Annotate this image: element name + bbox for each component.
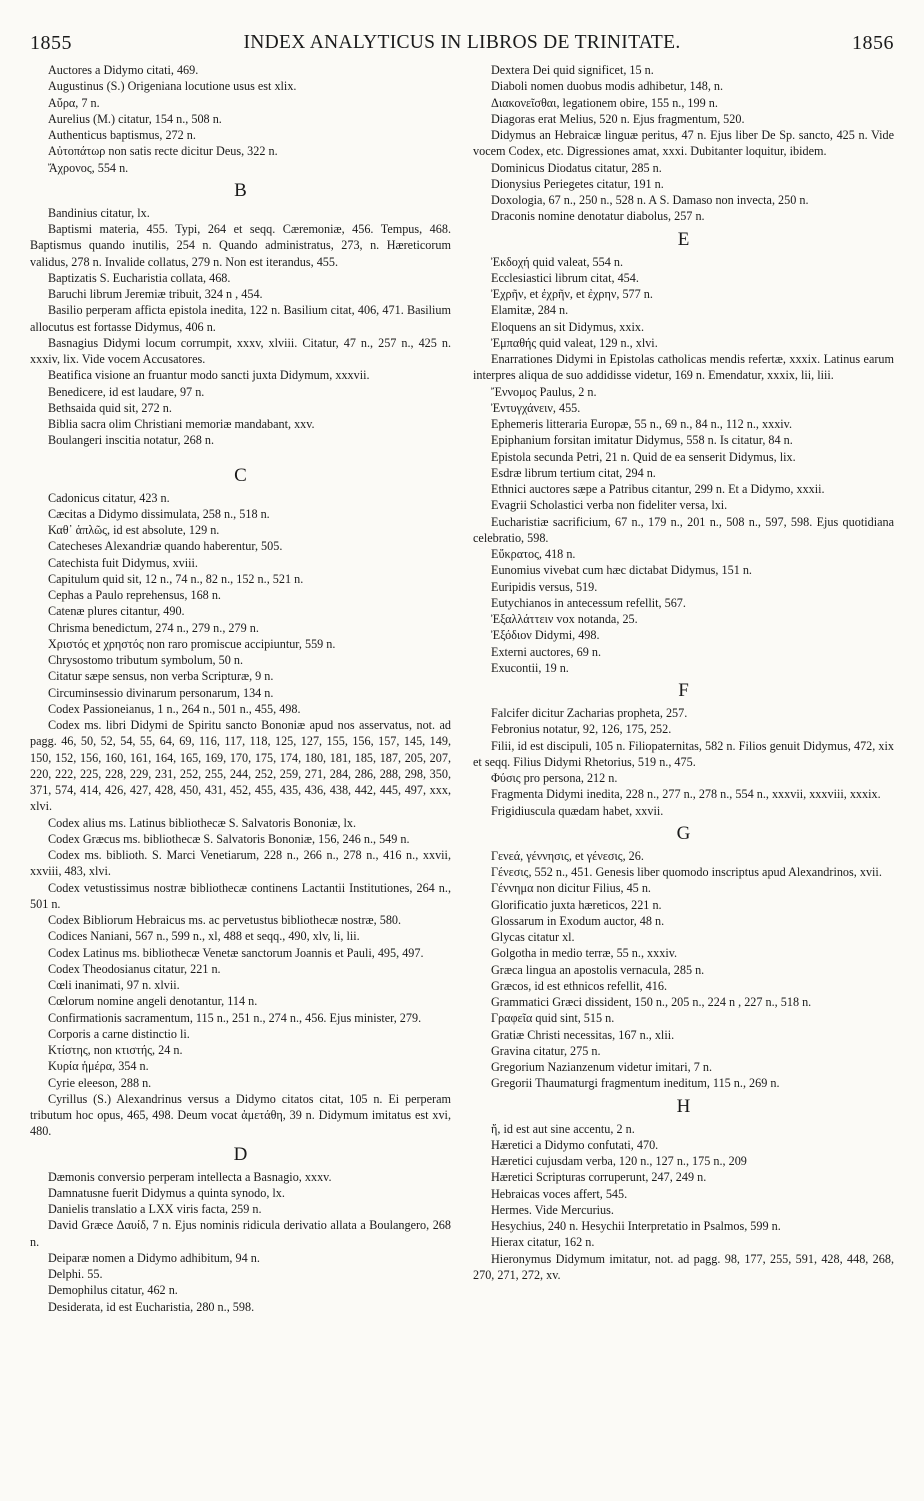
index-entry: Epistola secunda Petri, 21 n. Quid de ea senserit Didymus, lix. <box>491 449 796 464</box>
index-entry: Hebraicas voces affert, 545. <box>491 1186 628 1201</box>
index-entry: Basilio perperam afficta epistola inedita, 122 n. Basilium citat, 406, 471. Basilium allocutus est fortasse Didymus, 406 n. <box>30 303 451 334</box>
index-entry: Cyrillus (S.) Alexandrinus versus a Didymo citatos citat, 105 n. Ei perperam tributum hoc opus, 465, 498. Deum vocat ἀμετάθη, 39 n. Didymum imitatus est xvi, 480. <box>30 1091 451 1139</box>
index-entry: Hesychius, 240 n. Hesychii Interpretatio in Psalmos, 599 n. <box>491 1219 781 1233</box>
index-entry: Dæmonis conversio perperam intellecta a Basnagio, xxxv. <box>48 1169 332 1184</box>
index-entry: Dionysius Periegetes citatur, 191 n. <box>491 176 664 191</box>
index-entry: David Græce Δαυίδ, 7 n. Ejus nominis ridicula derivatio allata a Boulangero, 268 n. <box>30 1218 451 1249</box>
index-entry: Auctores a Didymo citati, 469. <box>48 63 199 77</box>
index-entry: Hæretici Scripturas corruperunt, 247, 249 n. <box>491 1170 707 1185</box>
index-entry: Ethnici auctores sæpe a Patribus citantur, 299 n. Et a Didymo, xxxii. <box>491 482 825 496</box>
index-entry: Externi auctores, 69 n. <box>491 644 601 659</box>
index-entry: Elamitæ, 284 n. <box>491 303 569 318</box>
index-entry: Dominicus Diodatus citatur, 285 n. <box>491 160 662 175</box>
index-entry: Κτίστης, non κτιστής, 24 n. <box>48 1043 183 1057</box>
index-entry: Esdræ librum tertium citat, 294 n. <box>491 465 656 480</box>
index-entry: Corporis a carne distinctio li. <box>48 1026 190 1041</box>
index-entry: Græcos, id est ethnicos refellit, 416. <box>491 978 668 993</box>
index-entry: Ἄχρονος, 554 n. <box>48 160 129 175</box>
index-entry: Codices Naniani, 567 n., 599 n., xl, 488 et seqq., 490, xlv, li, lii. <box>48 929 360 944</box>
index-entry: Codex Passioneianus, 1 n., 264 n., 501 n., 455, 498. <box>48 701 301 716</box>
index-entry: Beatifica visione an fruantur modo sancti juxta Didymum, xxxvii. <box>48 368 370 383</box>
index-entry: Danielis translatio a LXX viris facta, 259 n. <box>48 1202 262 1216</box>
index-entry: Draconis nomine denotatur diabolus, 257 n. <box>491 209 705 224</box>
index-entry: Grammatici Græci dissident, 150 n., 205 n., 224 n , 227 n., 518 n. <box>491 995 812 1009</box>
page-title: INDEX ANALYTICUS IN LIBROS DE TRINITATE. <box>243 32 681 53</box>
index-entry: Bethsaida quid sit, 272 n. <box>48 400 172 415</box>
index-entry: Catenæ plures citantur, 490. <box>48 604 185 619</box>
index-entry: Febronius notatur, 92, 126, 175, 252. <box>491 722 672 737</box>
section-gap <box>30 449 451 461</box>
section-letter: C <box>234 464 247 486</box>
index-entry: Γένεσις, 552 n., 451. Genesis liber quomodo inscriptus apud Alexandrinos, xvii. <box>491 865 882 879</box>
index-entry: Ἐντυγχάνειν, 455. <box>491 400 581 415</box>
index-entry: Gravina citatur, 275 n. <box>491 1043 601 1058</box>
index-entry: Golgotha in medio terræ, 55 n., xxxiv. <box>491 946 678 961</box>
index-entry: Eutychianos in antecessum refellit, 567. <box>491 595 686 610</box>
index-entry: Diagoras erat Melius, 520 n. Ejus fragmentum, 520. <box>491 111 745 126</box>
index-entry: Catecheses Alexandriæ quando haberentur, 505. <box>48 539 283 554</box>
index-entry: Αὐτοπάτωρ non satis recte dicitur Deus, 322 n. <box>48 144 278 159</box>
index-entry: Ecclesiastici librum citat, 454. <box>491 270 639 285</box>
index-entry: Demophilus citatur, 462 n. <box>48 1283 178 1298</box>
index-entry: Cadonicus citatur, 423 n. <box>48 490 170 505</box>
page-number-left: 1855 <box>30 31 72 54</box>
index-entry: Glossarum in Exodum auctor, 48 n. <box>491 913 665 928</box>
index-entry: Codex vetustissimus nostræ bibliothecæ continens Lactantii Institutiones, 264 n., 501 n. <box>30 880 451 911</box>
section-letter: G <box>676 822 691 844</box>
index-entry: Basnagius Didymi locum corrumpit, xxxv, xlviii. Citatur, 47 n., 257 n., 425 n. xxxiv, lix. Vide vocem Accusatores. <box>30 335 451 366</box>
index-entry: Codex Græcus ms. bibliothecæ S. Salvatoris Bononiæ, 156, 246 n., 549 n. <box>48 831 410 846</box>
index-entry: Baptizatis S. Eucharistia collata, 468. <box>48 270 231 285</box>
index-entry: Αὔρα, 7 n. <box>48 95 100 110</box>
right-column <box>473 62 894 1487</box>
section-letter: B <box>234 179 247 201</box>
index-entry: Glorificatio juxta hæreticos, 221 n. <box>491 897 662 912</box>
index-entry: Ephemeris litteraria Europæ, 55 n., 69 n., 84 n., 112 n., xxxiv. <box>491 417 793 431</box>
index-entry: Delphi. 55. <box>48 1267 103 1281</box>
index-entry: Capitulum quid sit, 12 n., 74 n., 82 n., 152 n., 521 n. <box>48 571 304 586</box>
index-entry: Cœli inanimati, 97 n. xlvii. <box>48 978 180 992</box>
index-entry: Epiphanium forsitan imitatur Didymus, 558 n. Is citatur, 84 n. <box>491 433 793 448</box>
index-entry: Cœlorum nomine angeli denotantur, 114 n. <box>48 994 258 1009</box>
index-entry: Baptismi materia, 455. Typi, 264 et seqq. Cæremoniæ, 456. Tempus, 468. Baptismus quando inutilis, 254 n. Quando administratus, 273, n. Hæreticorum validus, 278 n. Invalide collatus, 279 n. Non est iterandus, 455. <box>30 222 451 269</box>
index-entry: Ἐμπαθής quid valeat, 129 n., xlvi. <box>491 335 658 350</box>
index-entry: Desiderata, id est Eucharistia, 280 n., 598. <box>48 1299 255 1314</box>
index-entry: Ἐξόδιον Didymi, 498. <box>491 628 600 643</box>
index-columns <box>30 62 894 1487</box>
index-entry: Bandinius citatur, lx. <box>48 205 150 220</box>
index-entry: Ἐξαλλάττειν vox notanda, 25. <box>491 612 638 626</box>
index-entry: Didymus an Hebraicæ linguæ peritus, 47 n. Ejus liber De Sp. sancto, 425 n. Vide vocem Codex, etc. Digressiones amat, xxxi. Dubitanter loquitur, ibidem. <box>473 128 894 159</box>
index-entry: Diaboli nomen duobus modis adhibetur, 148, n. <box>491 79 724 94</box>
index-entry: Cyrie eleeson, 288 n. <box>48 1075 152 1090</box>
index-entry: Codex Latinus ms. bibliothecæ Venetæ sanctorum Joannis et Pauli, 495, 497. <box>48 945 424 960</box>
index-entry: Biblia sacra olim Christiani memoriæ mandabant, xxv. <box>48 417 315 431</box>
section-letter: H <box>676 1095 691 1117</box>
index-entry: Γραφεῖα quid sint, 515 n. <box>491 1011 615 1026</box>
index-entry: Codex alius ms. Latinus bibliothecæ S. Salvatoris Bononiæ, lx. <box>48 815 357 830</box>
index-entry: Confirmationis sacramentum, 115 n., 251 n., 274 n., 456. Ejus minister, 279. <box>48 1010 422 1025</box>
index-entry: Evagrii Scholastici verba non fideliter versa, lxi. <box>491 498 728 513</box>
index-entry: Frigidiuscula quædam habet, xxvii. <box>491 803 664 818</box>
index-entry: Ἔννομος Paulus, 2 n. <box>491 384 597 399</box>
index-entry: Chrisma benedictum, 274 n., 279 n., 279 n. <box>48 620 259 635</box>
index-entry: Boulangeri inscitia notatur, 268 n. <box>48 433 215 448</box>
index-entry: Eucharistiæ sacrificium, 67 n., 179 n., 201 n., 508 n., 597, 598. Ejus quotidiana celebratio, 598. <box>473 514 894 545</box>
section-letter: F <box>678 680 689 701</box>
index-entry: Eloquens an sit Didymus, xxix. <box>491 319 645 334</box>
index-entry: Γέννημα non dicitur Filius, 45 n. <box>491 881 651 896</box>
index-entry: Augustinus (S.) Origeniana locutione usus est xlix. <box>48 79 297 94</box>
page-number-right: 1856 <box>851 31 894 54</box>
index-entry: Cæcitas a Didymo dissimulata, 258 n., 518 n. <box>48 506 270 521</box>
index-entry: Codex Theodosianus citatur, 221 n. <box>48 961 221 976</box>
index-entry: Hermes. Vide Mercurius. <box>491 1202 614 1217</box>
index-entry: Enarrationes Didymi in Epistolas catholicas mendis refertæ, xxxix. Latinus earum interpres aliqua de suo addidisse videtur, 169 n. Emendatur, xxxix, lii, liii. <box>473 352 894 383</box>
index-entry: Εὔκρατος, 418 n. <box>491 547 576 561</box>
index-entry: Gratiæ Christi necessitas, 167 n., xlii. <box>491 1027 675 1042</box>
index-entry: Καθ᾽ ἁπλῶς, id est absolute, 129 n. <box>48 523 220 537</box>
index-entry: Codex Bibliorum Hebraicus ms. ac pervetustus bibliothecæ nostræ, 580. <box>48 913 402 927</box>
index-entry: ἤ, id est aut sine accentu, 2 n. <box>491 1121 635 1136</box>
index-entry: Hæretici a Didymo confutati, 470. <box>491 1137 659 1152</box>
index-entry: Benedicere, id est laudare, 97 n. <box>48 384 205 399</box>
index-entry: Chrysostomo tributum symbolum, 50 n. <box>48 653 244 667</box>
section-letter: D <box>233 1143 248 1165</box>
index-entry: Aurelius (M.) citatur, 154 n., 508 n. <box>48 111 222 126</box>
index-entry: Circuminsessio divinarum personarum, 134 n. <box>48 685 274 700</box>
index-entry: Filii, id est discipuli, 105 n. Filiopaternitas, 582 n. Filios genuit Didymus, 472, xix et seqq. Filius Didymi Rhetorius, 519 n., 475. <box>473 738 894 769</box>
index-entry: Exucontii, 19 n. <box>491 660 569 675</box>
section-letter: E <box>677 228 690 250</box>
index-entry: Doxologia, 67 n., 250 n., 528 n. A S. Damaso non invecta, 250 n. <box>491 193 809 207</box>
running-header <box>30 28 894 58</box>
index-entry: Catechista fuit Didymus, xviii. <box>48 555 198 570</box>
index-entry: Dextera Dei quid significet, 15 n. <box>491 63 654 77</box>
index-entry: Deiparæ nomen a Didymo adhibitum, 94 n. <box>48 1250 260 1265</box>
index-entry: Eunomius vivebat cum hæc dictabat Didymus, 151 n. <box>491 563 752 578</box>
index-entry: Baruchi librum Jeremiæ tribuit, 324 n , 454. <box>48 287 263 301</box>
index-entry: Damnatusne fuerit Didymus a quinta synodo, lx. <box>48 1185 285 1200</box>
index-entry: Hierax citatur, 162 n. <box>491 1235 595 1250</box>
index-entry: Ἐκδοχή quid valeat, 554 n. <box>491 254 624 269</box>
index-entry: Φύσις pro persona, 212 n. <box>491 771 618 785</box>
index-entry: Gregorium Nazianzenum videtur imitari, 7 n. <box>491 1060 712 1074</box>
index-entry: Falcifer dicitur Zacharias propheta, 257. <box>491 706 688 720</box>
index-entry: Græca lingua an apostolis vernacula, 285 n. <box>491 962 705 977</box>
index-entry: Ἐχρῆν, et ἐχρῆν, et ἐχρην, 577 n. <box>491 287 653 301</box>
index-entry: Codex ms. libri Didymi de Spiritu sancto Bononiæ apud nos asservatus, not. ad pagg. 46, 50, 52, 54, 55, 64, 69, 116, 117, 118, 125, 127, 155, 156, 157, 145, 149, 150, 152, 156, 160, 161, 164, 165, 169, 170, 175, 174, 180, 181, 185, 187, 205, 207, 220, 222, 225, 228, 229, 231, 252, 255, 244, 252, 259, 271, 284, 286, 288, 298, 350, 371, 574, 414, 426, 427, 428, 450, 431, 452, 455, 435, 436, 438, 442, 445, 497, xxx, xlvi. <box>30 718 451 814</box>
index-entry: Euripidis versus, 519. <box>491 579 598 594</box>
index-entry: Authenticus baptismus, 272 n. <box>48 128 196 142</box>
index-entry: Cephas a Paulo reprehensus, 168 n. <box>48 588 221 602</box>
index-entry: Χριστός et χρηστός non raro promiscue accipiuntur, 559 n. <box>48 636 336 651</box>
index-entry: Γενεά, γέννησις, et γένεσις, 26. <box>491 848 644 863</box>
left-column <box>30 62 451 1487</box>
index-entry: Hieronymus Didymum imitatur, not. ad pagg. 98, 177, 255, 591, 428, 448, 268, 270, 271, 272, xv. <box>473 1251 894 1282</box>
index-entry: Glycas citatur xl. <box>491 930 575 944</box>
index-entry: Διακονεῖσθαι, legationem obire, 155 n., 199 n. <box>491 95 718 110</box>
index-entry: Gregorii Thaumaturgi fragmentum ineditum, 115 n., 269 n. <box>491 1076 780 1091</box>
index-entry: Citatur sæpe sensus, non verba Scripturæ, 9 n. <box>48 669 274 684</box>
index-entry: Hæretici cujusdam verba, 120 n., 127 n., 175 n., 209 <box>491 1154 747 1168</box>
index-entry: Fragmenta Didymi inedita, 228 n., 277 n., 278 n., 554 n., xxxvii, xxxviii, xxxix. <box>491 787 881 802</box>
index-entry: Codex ms. biblioth. S. Marci Venetiarum, 228 n., 266 n., 278 n., 416 n., xxvii, xxviii, 483, xlvi. <box>30 848 451 879</box>
index-entry: Κυρία ἡμέρα, 354 n. <box>48 1059 149 1074</box>
